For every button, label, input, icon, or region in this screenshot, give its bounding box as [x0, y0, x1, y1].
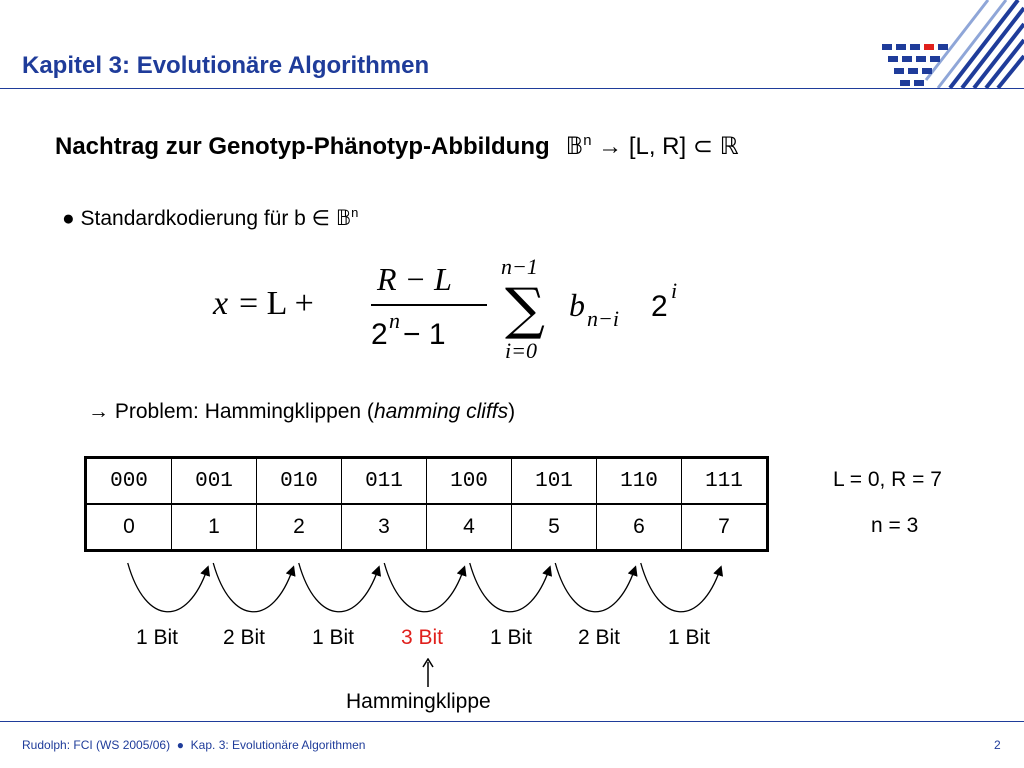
parameter-bounds: L = 0, R = 7: [833, 468, 942, 491]
heading-exponent: n: [583, 133, 592, 149]
table-cell: 0: [86, 504, 172, 551]
footer-divider: [0, 721, 1024, 722]
formula-numerator: R − L: [377, 261, 452, 297]
table-cell: 2: [257, 504, 342, 551]
decoding-formula: [205, 248, 705, 366]
problem-italic: hamming cliffs: [373, 400, 509, 423]
formula-denom-exp: n: [389, 308, 400, 333]
footer-separator-icon: ●: [176, 738, 184, 752]
distance-label: 2 Bit: [578, 626, 621, 649]
table-cell: 000: [86, 458, 172, 505]
table-cell: 1: [172, 504, 257, 551]
table-cell: 3: [342, 504, 427, 551]
distance-label: 1 Bit: [136, 626, 179, 649]
distance-label: 1 Bit: [668, 626, 711, 649]
footer-info: [22, 738, 365, 752]
transition-arc: [555, 563, 635, 612]
parameter-n: n = 3: [871, 514, 919, 537]
distance-label: 2 Bit: [223, 626, 266, 649]
table-cell: 5: [512, 504, 597, 551]
table-row-values: [86, 504, 768, 551]
transition-arc: [213, 563, 293, 612]
heading-text: Nachtrag zur Genotyp-Phänotyp-Abbildung: [55, 133, 550, 160]
table-row-codes: [86, 458, 768, 505]
page-title: Kapitel 3: Evolutionäre Algorithmen: [22, 52, 430, 79]
university-logo-icon: [880, 0, 1024, 92]
table-cell: 4: [427, 504, 512, 551]
heading-set-r: ℝ: [719, 132, 739, 160]
distance-label-highlight: 3 Bit: [401, 626, 444, 649]
table-cell: 010: [257, 458, 342, 505]
bullet-item: [62, 206, 358, 231]
footer-course: Rudolph: FCI (WS 2005/06): [22, 738, 171, 752]
sum-icon: ∑: [505, 277, 545, 342]
heading-set-b: 𝔹: [565, 132, 584, 160]
cliff-label: Hammingklippe: [346, 690, 491, 713]
table-cell: 110: [597, 458, 682, 505]
page-number: 2: [994, 738, 1001, 752]
bullet-set-b: 𝔹: [335, 206, 352, 230]
distance-label: 1 Bit: [490, 626, 533, 649]
section-heading: [55, 132, 739, 161]
heading-mapping: → [L, R] ⊂: [591, 133, 720, 160]
bullet-marker-icon: ●: [62, 207, 75, 230]
formula-equals-l-plus: = L +: [239, 285, 314, 322]
formula-term-b: b: [569, 287, 585, 323]
up-arrow-icon: [420, 658, 436, 688]
formula-denom-rest: − 1: [403, 318, 446, 351]
sum-upper-limit: n−1: [501, 254, 538, 279]
formula-term-subscript: n−i: [587, 306, 619, 331]
sum-lower-limit: i=0: [505, 338, 537, 363]
bullet-text: Standardkodierung für b ∈: [80, 207, 336, 230]
problem-prefix: → Problem: Hammingklippen (: [88, 400, 374, 423]
table-cell: 001: [172, 458, 257, 505]
transition-arc: [299, 563, 379, 612]
table-cell: 6: [597, 504, 682, 551]
transition-arc: [128, 563, 208, 612]
distance-label: 1 Bit: [312, 626, 355, 649]
header-divider: [0, 88, 1024, 89]
problem-statement: [88, 400, 515, 424]
transition-arc: [470, 563, 550, 612]
problem-suffix: ): [508, 400, 516, 423]
formula-denom-base: 2: [371, 318, 388, 351]
encoding-table: [84, 456, 769, 552]
table-cell: 011: [342, 458, 427, 505]
transition-arcs: [0, 555, 1024, 625]
table-cell: 101: [512, 458, 597, 505]
table-cell: 100: [427, 458, 512, 505]
footer-chapter: Kap. 3: Evolutionäre Algorithmen: [190, 738, 366, 752]
transition-arc: [384, 563, 464, 612]
table-cell: 111: [682, 458, 768, 505]
formula-term-base: 2: [651, 290, 668, 323]
bullet-exponent: n: [351, 205, 359, 220]
transition-arc: [641, 563, 721, 612]
formula-x: x: [213, 285, 229, 322]
table-cell: 7: [682, 504, 768, 551]
formula-term-exp: i: [671, 278, 678, 303]
